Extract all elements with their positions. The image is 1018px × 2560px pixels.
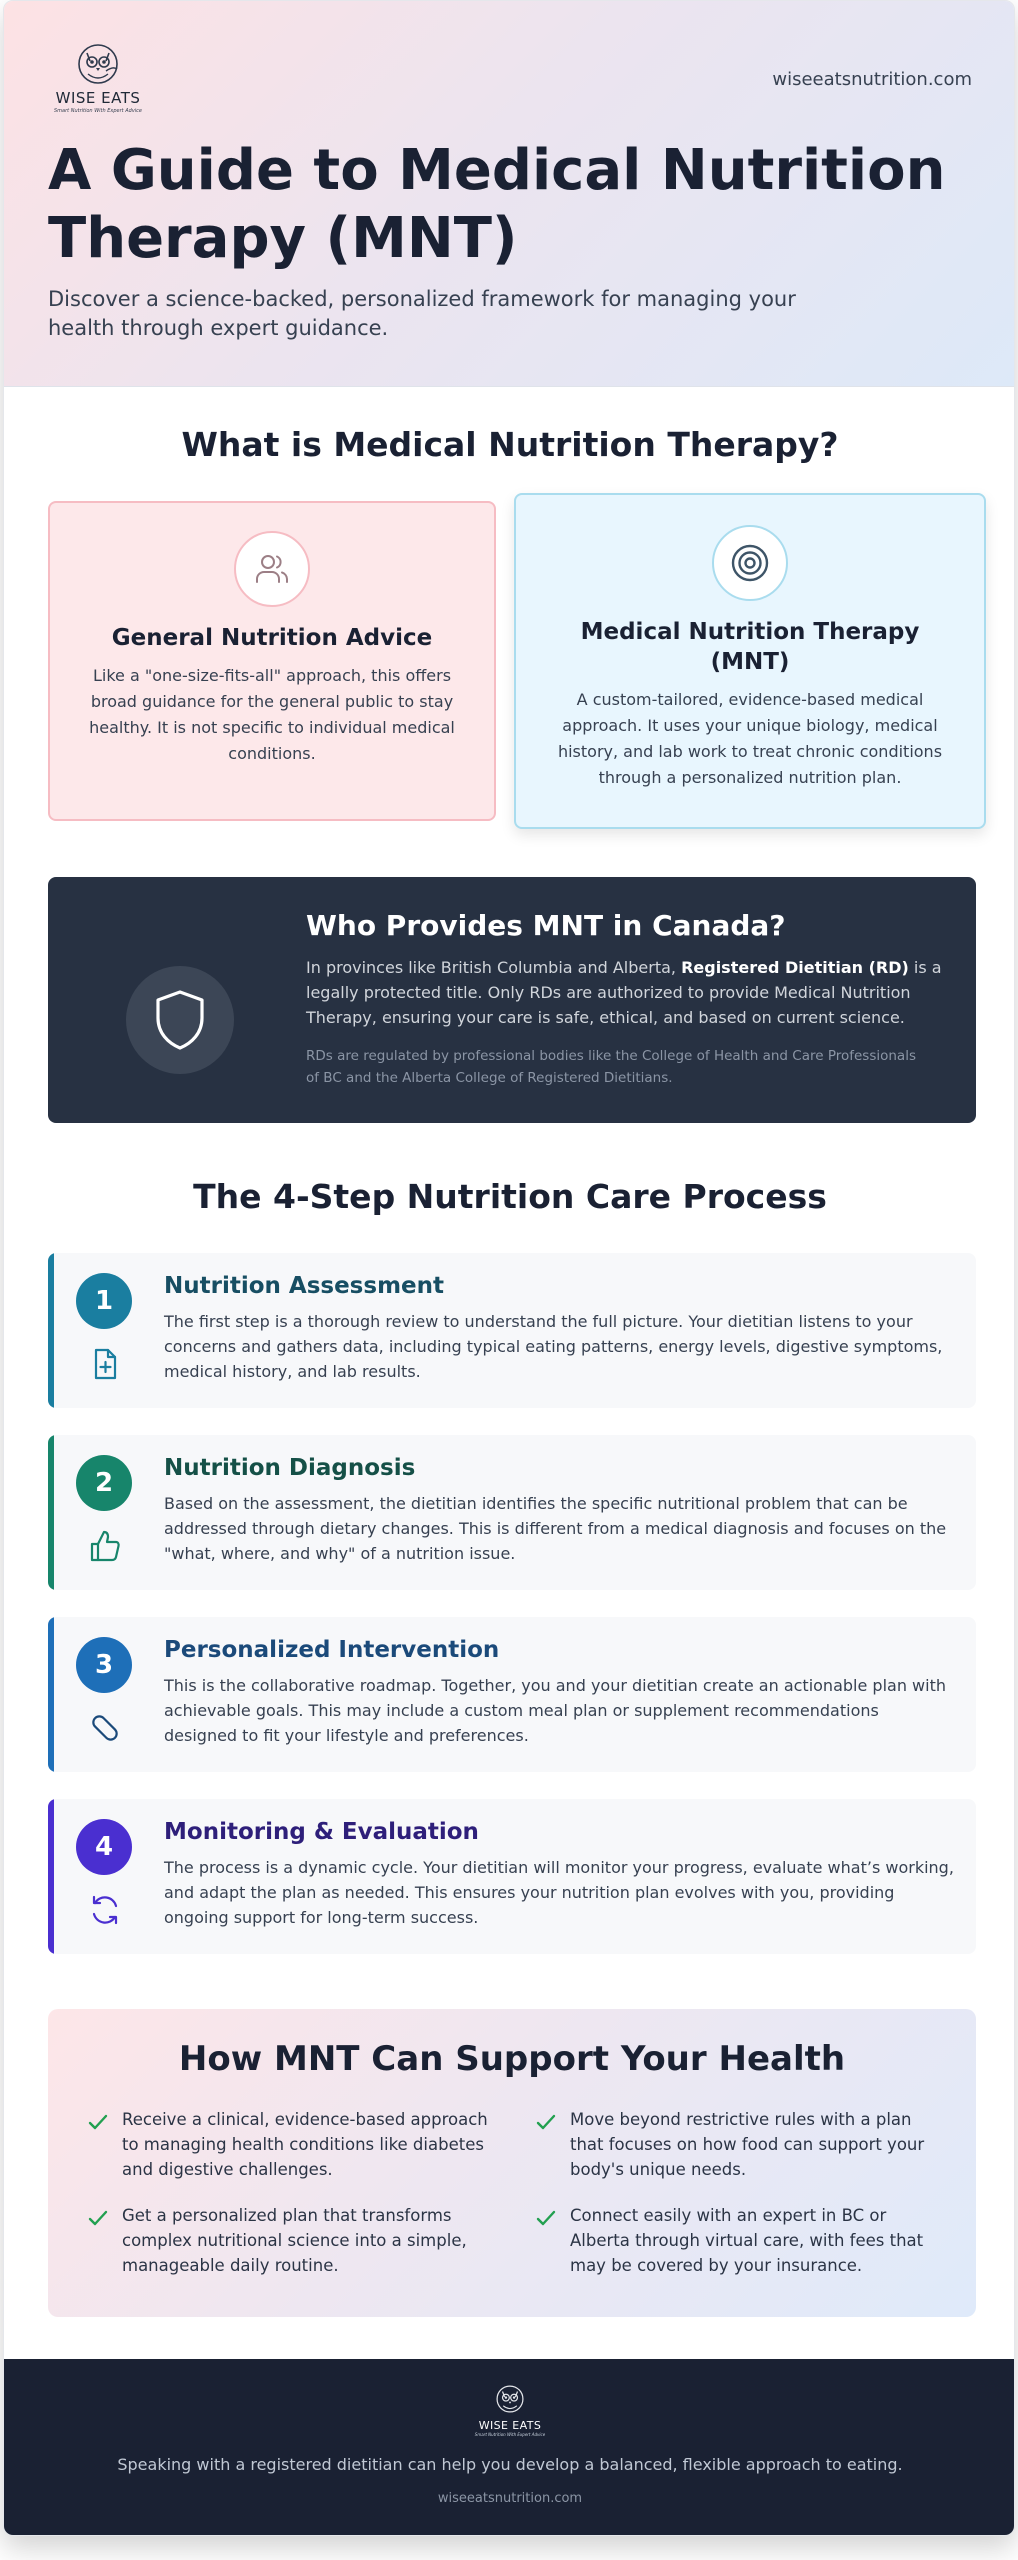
benefit-text: Get a personalized plan that transforms complex nutritional science into a simple, manageable daily routine. [122, 2206, 467, 2275]
step-accent-bar [48, 1435, 54, 1590]
infographic-page [3, 0, 1015, 2536]
support-title: How MNT Can Support Your Health [178, 2039, 846, 2079]
owl-icon [493, 2383, 527, 2415]
site-url-link[interactable]: wiseeatsnutrition.com [772, 69, 972, 90]
hero-header [4, 1, 1015, 387]
mnt-heading: Medical Nutrition Therapy (MNT) [580, 619, 920, 675]
owl-icon [73, 41, 123, 87]
provider-text-start: In provinces like British Columbia and Alberta, [306, 958, 682, 977]
people-icon [252, 549, 292, 589]
benefit-text: Connect easily with an expert in BC or Alberta through virtual care, with fees that may be covered by your insurance. [570, 2206, 924, 2275]
provider-text-end: is a legally protected title. Only RDs are authorized to provide Medical Nutrition Therapy, ensuring your care is safe, ethical, and based on current science. [306, 958, 942, 1027]
thumbs-up-icon [88, 1529, 122, 1563]
step-text: This is the collaborative roadmap. Together, you and your dietitian create an actionable plan with achievable goals. This may include a custom meal plan or supplement recommendations designed to fit your lifestyle and preferences. [164, 1676, 946, 1745]
general-nutrition-heading: General Nutrition Advice [111, 625, 433, 651]
process-step [48, 1617, 976, 1772]
mnt-card [514, 493, 986, 829]
footer-logo-name: WISE EATS [478, 2419, 542, 2432]
step-number: 1 [76, 1273, 132, 1329]
benefit-text: Move beyond restrictive rules with a plan that focuses on how food can support your body's unique needs. [570, 2110, 925, 2179]
target-icon-badge [712, 525, 788, 601]
step-text: The process is a dynamic cycle. Your dietitian will monitor your progress, evaluate what’s working, and adapt the plan as needed. This ensures your nutrition plan evolves with you, providing ongoing support for long-term success. [164, 1858, 954, 1927]
document-plus-icon [88, 1347, 122, 1381]
shield-icon [152, 988, 208, 1052]
step-title: Personalized Intervention [164, 1637, 500, 1663]
pill-icon [88, 1711, 122, 1745]
step-number: 2 [76, 1455, 132, 1511]
page-footer [4, 2359, 1015, 2536]
refresh-icon [88, 1893, 122, 1927]
brand-logo[interactable] [46, 41, 150, 114]
support-section [48, 2009, 976, 2317]
checkmark-icon [534, 2110, 558, 2134]
footer-logo[interactable] [458, 2383, 562, 2437]
process-step [48, 1435, 976, 1590]
footer-logo-tagline: Smart Nutrition With Expert Advice [474, 2432, 546, 2437]
step-title: Monitoring & Evaluation [164, 1819, 479, 1845]
benefit-text: Receive a clinical, evidence-based approach to managing health conditions like diabetes and digestive challenges. [122, 2110, 488, 2179]
process-title: The 4-Step Nutrition Care Process [193, 1177, 827, 1216]
provider-text [306, 955, 942, 1030]
checkmark-icon [86, 2206, 110, 2230]
general-nutrition-text: Like a "one-size-fits-all" approach, this offers broad guidance for the general public to stay healthy. It is not specific to individual medical conditions. [89, 666, 455, 763]
provider-panel [48, 877, 976, 1123]
process-step [48, 1253, 976, 1408]
page-title: A Guide to Medical Nutrition Therapy (MNT) [48, 138, 946, 271]
page-subtitle: Discover a science-backed, personalized framework for managing your health through expert guidance. [48, 287, 796, 340]
step-title: Nutrition Assessment [164, 1273, 444, 1299]
step-text: Based on the assessment, the dietitian identifies the specific nutritional problem that can be addressed through dietary changes. This is different from a medical diagnosis and focuses on the "what, where, and why" of a nutrition issue. [164, 1494, 947, 1563]
step-accent-bar [48, 1253, 54, 1408]
step-number: 3 [76, 1637, 132, 1693]
target-icon [729, 542, 771, 584]
provider-title: Who Provides MNT in Canada? [306, 909, 786, 942]
checkmark-icon [534, 2206, 558, 2230]
step-accent-bar [48, 1617, 54, 1772]
people-icon-badge [234, 531, 310, 607]
footer-message: Speaking with a registered dietitian can help you develop a balanced, flexible approach to eating. [117, 2455, 903, 2474]
step-number: 4 [76, 1819, 132, 1875]
provider-note: RDs are regulated by professional bodies like the College of Health and Care Professionals of BC and the Alberta College of Registered Dietitians. [306, 1048, 916, 1086]
general-nutrition-card [48, 501, 496, 821]
shield-icon-badge [126, 966, 234, 1074]
footer-url-link[interactable]: wiseeatsnutrition.com [437, 2491, 583, 2506]
logo-name: WISE EATS [55, 89, 141, 107]
logo-tagline: Smart Nutrition With Expert Advice [54, 108, 142, 114]
step-text: The first step is a thorough review to understand the full picture. Your dietitian listens to your concerns and gathers data, including typical eating patterns, energy levels, digestive symptoms, medical history, and lab results. [164, 1312, 943, 1381]
what-is-mnt-title: What is Medical Nutrition Therapy? [181, 425, 839, 464]
process-step [48, 1799, 976, 1954]
checkmark-icon [86, 2110, 110, 2134]
step-title: Nutrition Diagnosis [164, 1455, 416, 1481]
step-accent-bar [48, 1799, 54, 1954]
provider-text-bold: Registered Dietitian (RD) [681, 958, 909, 977]
mnt-text: A custom-tailored, evidence-based medical approach. It uses your unique biology, medical history, and lab work to treat chronic conditions through a personalized nutrition plan. [557, 690, 943, 787]
